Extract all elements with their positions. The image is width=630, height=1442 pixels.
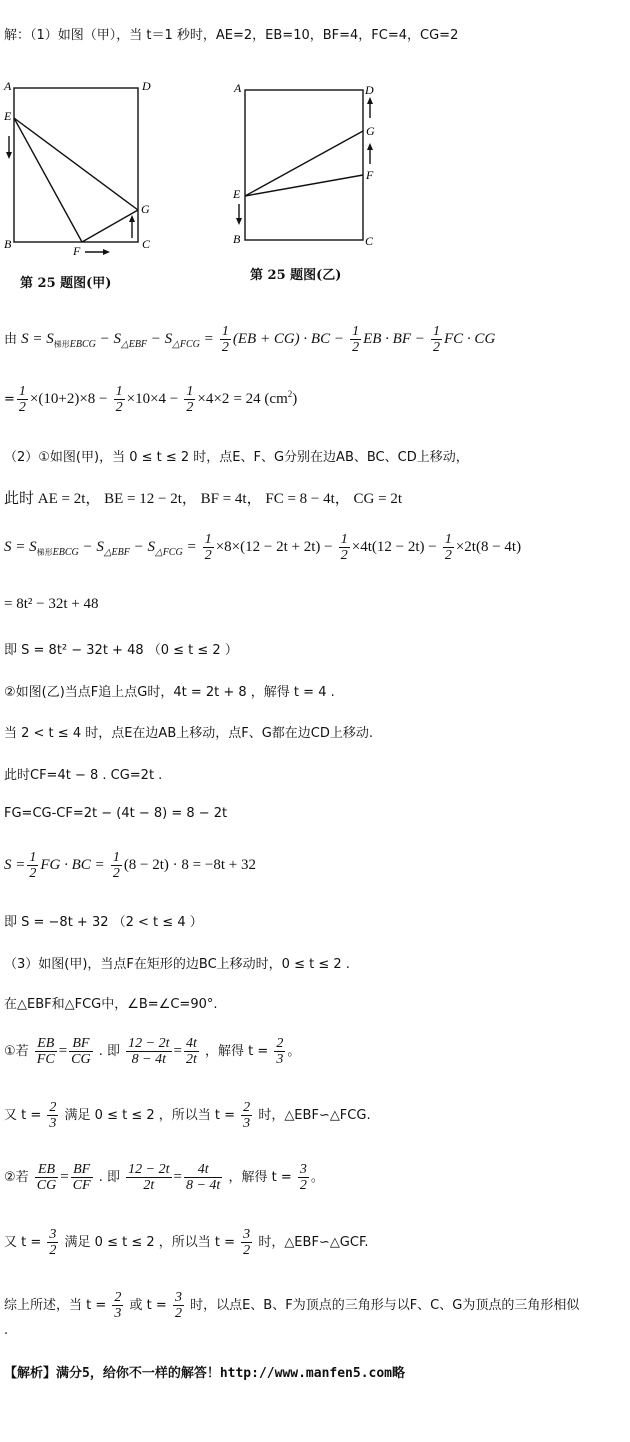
part2-s-second: S = $\frac{1}{2}$ FG · BC = $\frac{1}{2}$ (8 − 2t) · 8 = −8t + 32 [4, 850, 256, 881]
part2-result: = 8t² − 32t + 48 [4, 596, 99, 612]
s-formula-line: 由 $S = S_{梯形EBCG} - S_{\triangle EBF} - S_{\triangle FCG}$ = $\frac{1}{2}$ (EB + CG) · BC − $\frac{1}{2}$ EB · BF − $\frac{1}{2}$ FC · CG [4, 324, 496, 355]
point-E-yi: E [233, 187, 241, 201]
part2-conclusion: 即 S = 8t² − 32t + 48 （0 ≤ t ≤ 2 ） [4, 643, 238, 658]
answer-line-1: 解：（1）如图（甲），当 t＝1 秒时，AE=2，EB=10，BF=4，FC=4，CG=2 [4, 28, 459, 43]
point-A-yi: A [234, 81, 242, 95]
point-C-jia: C [142, 237, 151, 251]
point-E-jia: E [4, 109, 12, 123]
point-G-yi: G [366, 124, 375, 138]
point-D-yi: D [365, 83, 374, 97]
part2-cf-cg: 此时CF=4t − 8 . CG=2t . [4, 768, 163, 783]
part2-lengths: 此时 AE = 2t， BE = 12 − 2t， BF = 4t， FC = 8 − 4t， CG = 2t [4, 491, 402, 507]
figure-yi-caption: 第 25 题图(乙) [250, 268, 342, 283]
point-G-jia: G [141, 202, 150, 216]
part3-case2-check: 又 t = $\frac{3}{2}$ 满足 0 ≤ t ≤ 2 ，所以当 t = $\frac{3}{2}$ 时，△EBF∽△GCF. [4, 1227, 369, 1258]
part2-conclusion-2: 即 S = −8t + 32 （2 < t ≤ 4 ） [4, 915, 203, 930]
part3-case1-check: 又 t = $\frac{2}{3}$ 满足 0 ≤ t ≤ 2 ，所以当 t = $\frac{2}{3}$ 时，△EBF∽△FCG. [4, 1100, 371, 1131]
point-F-yi: F [366, 168, 374, 182]
part3-intro: （3）如图(甲)，当点F在矩形的边BC上移动时，0 ≤ t ≤ 2 . [4, 957, 350, 972]
part2-fg: FG=CG-CF=2t − (4t − 8) = 8 − 2t [4, 806, 228, 821]
footer-note: 【解析】满分5，给你不一样的解答！http://www.manfen5.com略 [4, 1366, 406, 1381]
point-C-yi: C [365, 234, 374, 248]
part2-catchup: ②如图(乙)当点F追上点G时，4t = 2t + 8 ，解得 t = 4 . [4, 685, 335, 700]
point-D-jia: D [142, 79, 151, 93]
part2-case: 当 2 < t ≤ 4 时，点E在边AB上移动，点F、G都在边CD上移动. [4, 726, 374, 741]
part2-intro: （2）①如图(甲)，当 0 ≤ t ≤ 2 时，点E、F、G分别在边AB、BC、CD上移动， [4, 450, 469, 465]
part3-summary-end: . [4, 1323, 9, 1338]
s-numeric-line: = $\frac{1}{2}$ ×(10+2)×8 − $\frac{1}{2}$ ×10×4 − $\frac{1}{2}$ ×4×2 = 24 $(cm^2)$ [4, 384, 298, 415]
point-B-jia: B [4, 237, 12, 251]
part2-s-formula: $S = S_{梯形EBCG} - S_{\triangle EBF} - S_{\triangle FCG}$ = $\frac{1}{2}$ ×8×(12 − 2t + 2t) − $\frac{1}{2}$ ×4t(12 − 2t) − $\frac{1}{2}$ ×2t(8 − 4t) [4, 532, 522, 563]
figure-jia [0, 78, 170, 258]
part3-summary: 综上所述，当 t = $\frac{2}{3}$ 或 t = $\frac{3}{2}$ 时，以点E、B、F为顶点的三角形与以F、C、G为顶点的三角形相似 [4, 1290, 580, 1321]
part3-case1: ①若 $\frac{EB}{FC}$ = $\frac{BF}{CG}$ . 即 $\frac{12 - 2t}{8 - 4t}$ = $\frac{4t}{2t}$ ，解得 t = $\frac{2}{3}$ 。 [4, 1036, 301, 1067]
point-B-yi: B [233, 232, 241, 246]
part3-triangles: 在△EBF和△FCG中，∠B=∠C=90°. [4, 997, 218, 1012]
figure-yi [228, 78, 398, 248]
part3-case2: ②若 $\frac{EB}{CG}$ = $\frac{BF}{CF}$ . 即 $\frac{12 - 2t}{2t}$ = $\frac{4t}{8 - 4t}$ ，解得 t = $\frac{3}{2}$ 。 [4, 1162, 324, 1193]
point-F-jia: F [73, 244, 81, 258]
point-A-jia: A [4, 79, 12, 93]
figure-jia-caption: 第 25 题图(甲) [20, 276, 112, 291]
